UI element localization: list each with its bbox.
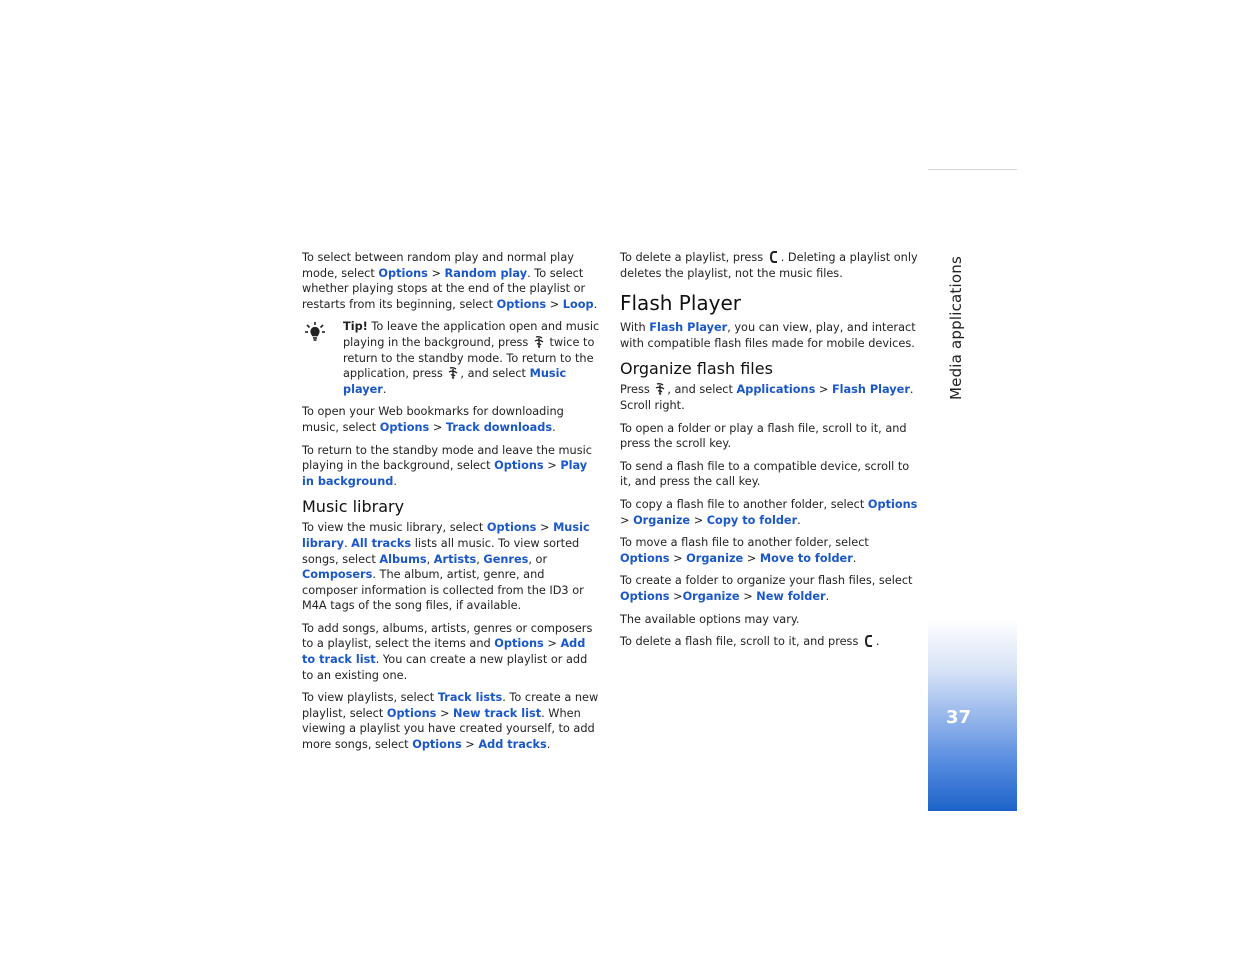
page-number: 37 <box>946 707 972 728</box>
menu-key-icon <box>532 335 546 349</box>
menu-organize: Organize <box>682 589 740 603</box>
paragraph-flash-player: With Flash Player, you can view, play, and interact with compatible flash files made for mobile devices. <box>620 321 916 350</box>
menu-move-to-folder: Move to folder <box>759 551 853 565</box>
menu-options: Options <box>379 420 430 434</box>
menu-flash-player: Flash Player <box>649 321 728 335</box>
menu-all-tracks: All tracks <box>351 536 412 550</box>
paragraph-send-file: To send a flash file to a compatible device, scroll to it, and press the call key. <box>620 459 910 489</box>
chapter-title: Media applications <box>947 256 965 400</box>
heading-flash-player: Flash Player <box>620 291 742 316</box>
menu-options: Options <box>620 551 670 565</box>
heading-music-library: Music library <box>302 497 405 517</box>
paragraph-track-downloads: To open your Web bookmarks for downloading music, select Options > Track downloads. <box>302 405 564 434</box>
paragraph-delete-flash-file: To delete a flash file, scroll to it, and press . <box>620 635 880 649</box>
menu-genres: Genres <box>483 552 529 566</box>
menu-options: Options <box>412 738 462 752</box>
menu-add-to-track-list: Add to track list <box>302 637 586 667</box>
menu-key-icon <box>653 382 667 396</box>
menu-music-player: Music player <box>343 367 567 396</box>
paragraph-open-folder: To open a folder or play a flash file, scroll to it, and press the scroll key. <box>620 421 907 451</box>
menu-options: Options <box>486 521 537 535</box>
paragraph-copy-to-folder: To copy a flash file to another folder, select Options > Organize > Copy to folder. <box>620 497 918 527</box>
paragraph-delete-playlist: To delete a playlist, press . Deleting a playlist only deletes the playlist, not the music files. <box>620 251 918 280</box>
clear-key-icon <box>767 250 781 264</box>
chapter-sidebar <box>928 169 1017 811</box>
menu-track-downloads: Track downloads <box>445 420 553 434</box>
paragraph-random-play: To select between random play and normal play mode, select Options > Random play. To select whether playing stops at the end of the playlist or restarts from its beginning, select Options > Loop. <box>302 251 598 311</box>
menu-music-library: Music library <box>302 521 590 550</box>
tip-lightbulb-icon <box>304 321 326 343</box>
clear-key-icon <box>862 634 876 648</box>
paragraph-open-applications: Press , and select Applications > Flash Player. Scroll right. <box>620 383 914 412</box>
menu-add-tracks: Add tracks <box>478 738 547 752</box>
menu-options: Options <box>386 706 437 720</box>
tip-paragraph: Tip! To leave the application open and music playing in the background, press twice to return to the standby mode. To return to the application, press , and select Music player. <box>302 319 602 397</box>
paragraph-add-to-track-list: To add songs, albums, artists, genres or composers to a playlist, select the items and Options > Add to track list. You can create a new playlist or add to an existing one. <box>302 621 593 682</box>
menu-random-play: Random play <box>444 266 528 280</box>
menu-loop: Loop <box>562 297 594 311</box>
menu-options: Options <box>496 297 547 311</box>
heading-organize-flash-files: Organize flash files <box>620 359 773 379</box>
menu-options: Options <box>494 637 544 651</box>
menu-organize: Organize <box>686 551 744 565</box>
menu-options: Options <box>867 497 918 511</box>
menu-play-in-background: Play in background <box>302 459 588 488</box>
menu-key-icon <box>446 366 460 380</box>
menu-organize: Organize <box>633 513 691 527</box>
paragraph-track-lists: To view playlists, select Track lists. To create a new playlist, select Options > New track list. When viewing a playlist you have created yourself, to add more songs, select Options > Add tracks. <box>302 691 599 752</box>
menu-track-lists: Track lists <box>437 691 503 705</box>
paragraph-options-vary: The available options may vary. <box>620 612 800 626</box>
menu-copy-to-folder: Copy to folder <box>706 513 798 527</box>
paragraph-music-library: To view the music library, select Options > Music library. All tracks lists all music. To view sorted songs, select Albums, Artists, Genres, or Composers. The album, artist, genre, and composer information is collected from the ID3 or M4A tags of the song files, if available. <box>302 521 590 613</box>
left-column <box>302 250 602 760</box>
right-column <box>620 250 918 657</box>
menu-options: Options <box>378 266 428 280</box>
menu-new-track-list: New track list <box>453 706 542 720</box>
paragraph-move-to-folder: To move a flash file to another folder, select Options > Organize > Move to folder. <box>620 536 869 565</box>
tip-label: Tip! <box>343 320 368 334</box>
menu-options: Options <box>494 459 544 473</box>
paragraph-play-background: To return to the standby mode and leave the music playing in the background, select Options > Play in background. <box>302 443 592 488</box>
paragraph-new-folder: To create a folder to organize your flash files, select Options >Organize > New folder. <box>620 574 913 603</box>
menu-albums: Albums <box>379 552 427 566</box>
menu-applications: Applications <box>736 383 816 397</box>
menu-new-folder: New folder <box>756 589 826 603</box>
menu-composers: Composers <box>302 568 373 582</box>
menu-artists: Artists <box>433 552 477 566</box>
menu-flash-player: Flash Player <box>831 383 910 397</box>
menu-options: Options <box>620 589 670 603</box>
